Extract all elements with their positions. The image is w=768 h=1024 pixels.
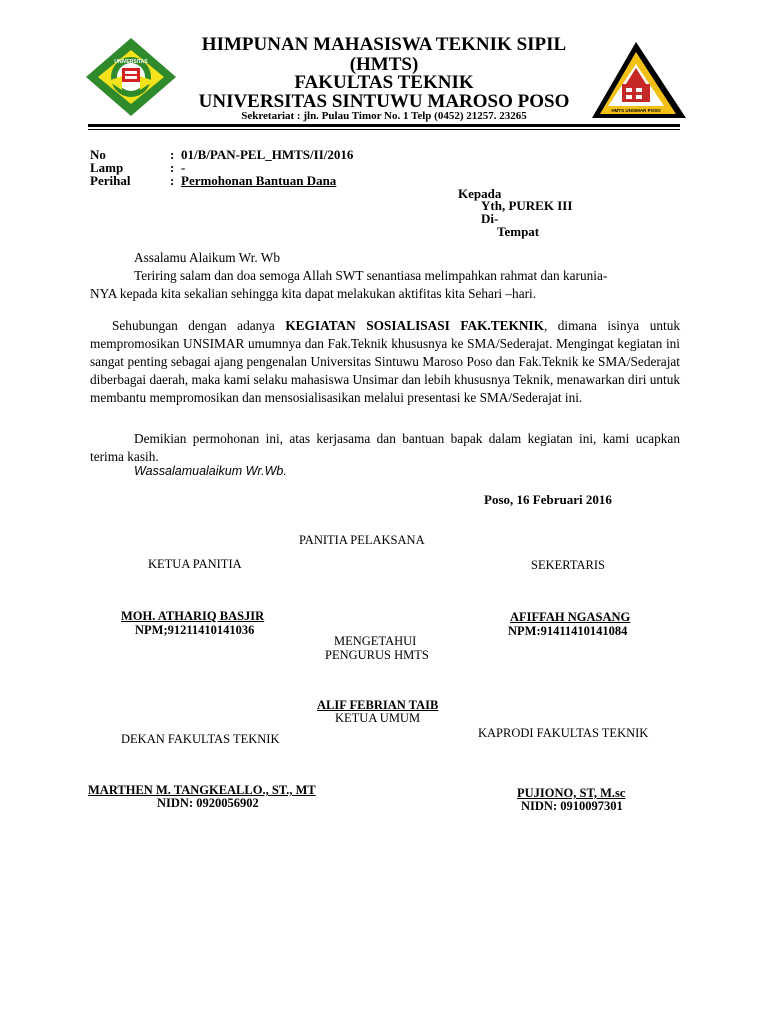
attachment-sep: : (170, 160, 175, 175)
letter-number: 01/B/PAN-PEL_HMTS/II/2016 (181, 147, 354, 162)
header-rule-thick (88, 124, 680, 127)
svg-text:UNIVERSITAS: UNIVERSITAS (114, 59, 148, 65)
chair-title: KETUA PANITIA (148, 557, 242, 571)
recipient-di: Di- (481, 211, 499, 226)
recipient-place: Tempat (497, 224, 540, 239)
secretariat-address: Sekretariat : jln. Pulau Timor No. 1 Telp (0452) 21257. 23265 (241, 110, 527, 122)
subject-label: Perihal (90, 173, 131, 188)
letter-date: Poso, 16 Februari 2016 (484, 492, 612, 507)
paragraph-1-line-1: Teriring salam dan doa semoga Allah SWT senantiasa melimpahkan rahmat dan karunia- (134, 268, 608, 283)
secretary-npm: NPM:91411410141084 (508, 624, 628, 638)
attachment-value: - (181, 160, 186, 175)
committee-label: PANITIA PELAKSANA (299, 533, 425, 547)
dean-title: DEKAN FAKULTAS TEKNIK (121, 732, 280, 746)
acknowledge-line-1: MENGETAHUI (334, 634, 417, 648)
secretary-title: SEKERTARIS (531, 558, 605, 572)
paragraph-1-line-2: NYA kepada kita sekalian sehingga kita dapat melakukan aktifitas kita Sehari –hari. (90, 286, 537, 301)
attachment-label: Lamp (90, 160, 124, 175)
letter-number-label: No (90, 147, 106, 162)
closing: Wassalamualaikum Wr.Wb. (134, 464, 287, 478)
dean-name: MARTHEN M. TANGKEALLO., ST., MT (88, 783, 316, 797)
paragraph-2-rest: , dimana isinya untuk mempromosikan UNSIMAR umumnya dan Fak.Teknik khususnya ke SMA/Sederajat. Mengingat kegiatan ini sangat penting sebagai ajang pengenalan Universitas Sintuwu Maroso Poso dan Fak.Teknik ke SMA/Sederajat diberbagai daerah, maka kami selaku mahasiswa Unsimar dan lebih khususnya Teknik, menawarkan diri untuk membantu mempromosikan dan mensosialisasikan melalui presentasi ke SMA/Sederajat ini. (90, 318, 680, 405)
kaprodi-nidn: NIDN: 0910097301 (521, 799, 623, 813)
subject-sep: : (170, 173, 175, 188)
greeting: Assalamu Alaikum Wr. Wb (134, 250, 280, 265)
org-abbrev: (HMTS) (349, 54, 419, 75)
secretary-name: AFIFFAH NGASANG (510, 610, 631, 624)
faculty-name: FAKULTAS TEKNIK (294, 72, 474, 93)
president-title: KETUA UMUM (335, 711, 421, 725)
chair-npm: NPM;91211410141036 (135, 623, 255, 637)
header-rule-thin (88, 129, 680, 130)
chair-name: MOH. ATHARIQ BASJIR (121, 609, 265, 623)
acknowledge-line-2: PENGURUS HMTS (325, 648, 429, 662)
university-name: UNIVERSITAS SINTUWU MAROSO POSO (198, 91, 570, 112)
recipient-name: Yth, PUREK III (481, 198, 573, 213)
event-name: KEGIATAN SOSIALISASI FAK.TEKNIK (285, 318, 544, 333)
kaprodi-name: PUJIONO, ST, M.sc (517, 786, 626, 800)
recipient-kepada: Kepada (458, 186, 502, 201)
dean-nidn: NIDN: 0920056902 (157, 796, 259, 810)
kaprodi-title: KAPRODI FAKULTAS TEKNIK (478, 726, 649, 740)
svg-text:HMTS UNSIMAR POSO: HMTS UNSIMAR POSO (611, 108, 661, 113)
letter-number-sep: : (170, 147, 175, 162)
paragraph-2 (90, 317, 680, 407)
subject-value: Permohonan Bantuan Dana (181, 173, 337, 188)
org-name: HIMPUNAN MAHASISWA TEKNIK SIPIL (201, 34, 567, 55)
president-name: ALIF FEBRIAN TAIB (317, 698, 439, 712)
paragraph-3: Demikian permohonan ini, atas kerjasama dan bantuan bapak dalam kegiatan ini, kami ucapkan terima kasih. (90, 431, 680, 464)
paragraph-2-intro: Sehubungan dengan adanya (112, 318, 286, 333)
